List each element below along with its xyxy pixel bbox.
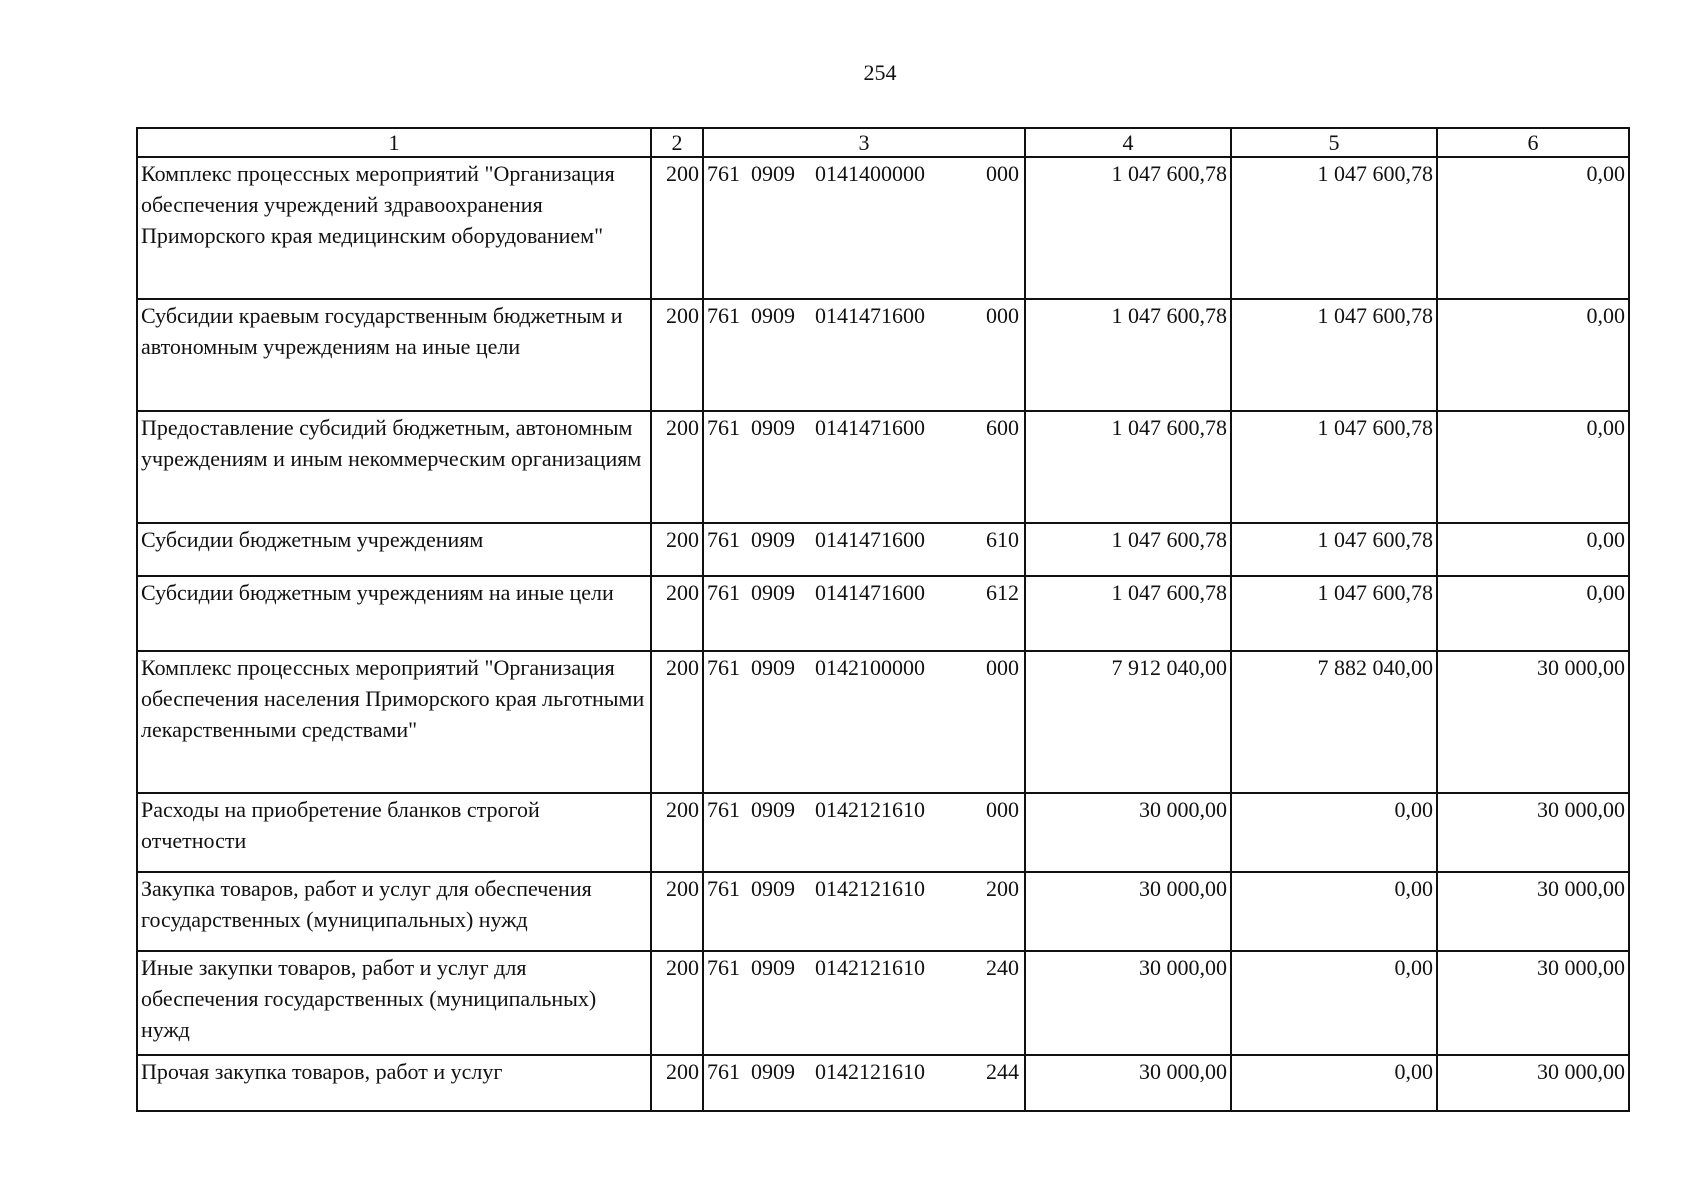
expense-name: Комплекс процессных мероприятий "Организация обеспечения населения Приморского края льготными лекарственными средствами" bbox=[137, 651, 651, 793]
column-header: 5 bbox=[1231, 128, 1437, 157]
table-row bbox=[137, 411, 1629, 523]
grbs-code: 200 bbox=[651, 872, 703, 951]
budget-table bbox=[136, 127, 1630, 1112]
classification-codes bbox=[703, 411, 1025, 523]
classification-codes bbox=[703, 523, 1025, 576]
column-header: 6 bbox=[1437, 128, 1629, 157]
target-article-code: 0142121610 bbox=[815, 955, 925, 980]
department-code: 761 bbox=[707, 415, 740, 440]
classification-codes bbox=[703, 651, 1025, 793]
grbs-code: 200 bbox=[651, 299, 703, 411]
grbs-code: 200 bbox=[651, 793, 703, 872]
table-row bbox=[137, 793, 1629, 872]
grbs-code: 200 bbox=[651, 411, 703, 523]
target-article-code: 0142100000 bbox=[815, 655, 925, 680]
department-code: 761 bbox=[707, 1059, 740, 1084]
amount-col6: 0,00 bbox=[1437, 299, 1629, 411]
expense-type-code: 000 bbox=[986, 303, 1019, 328]
amount-col5: 7 882 040,00 bbox=[1231, 651, 1437, 793]
amount-col4: 30 000,00 bbox=[1025, 951, 1231, 1055]
grbs-code: 200 bbox=[651, 1055, 703, 1111]
amount-col6: 0,00 bbox=[1437, 411, 1629, 523]
section-code: 0909 bbox=[751, 876, 795, 901]
expense-name: Расходы на приобретение бланков строгой отчетности bbox=[137, 793, 651, 872]
grbs-code: 200 bbox=[651, 951, 703, 1055]
amount-col6: 30 000,00 bbox=[1437, 651, 1629, 793]
column-header: 4 bbox=[1025, 128, 1231, 157]
expense-type-code: 000 bbox=[986, 655, 1019, 680]
amount-col4: 1 047 600,78 bbox=[1025, 523, 1231, 576]
target-article-code: 0141471600 bbox=[815, 580, 925, 605]
amount-col5: 0,00 bbox=[1231, 872, 1437, 951]
column-header: 3 bbox=[703, 128, 1025, 157]
section-code: 0909 bbox=[751, 580, 795, 605]
grbs-code: 200 bbox=[651, 576, 703, 651]
table-row bbox=[137, 951, 1629, 1055]
expense-name: Иные закупки товаров, работ и услуг для обеспечения государственных (муниципальных) нужд bbox=[137, 951, 651, 1055]
amount-col5: 0,00 bbox=[1231, 793, 1437, 872]
expense-type-code: 610 bbox=[986, 527, 1019, 552]
section-code: 0909 bbox=[751, 655, 795, 680]
amount-col5: 0,00 bbox=[1231, 1055, 1437, 1111]
page-number: 254 bbox=[863, 60, 897, 85]
department-code: 761 bbox=[707, 527, 740, 552]
amount-col5: 1 047 600,78 bbox=[1231, 523, 1437, 576]
amount-col5: 1 047 600,78 bbox=[1231, 157, 1437, 299]
classification-codes bbox=[703, 576, 1025, 651]
table-row bbox=[137, 872, 1629, 951]
amount-col5: 1 047 600,78 bbox=[1231, 576, 1437, 651]
expense-type-code: 200 bbox=[986, 876, 1019, 901]
department-code: 761 bbox=[707, 580, 740, 605]
amount-col6: 0,00 bbox=[1437, 576, 1629, 651]
expense-name: Субсидии краевым государственным бюджетным и автономным учреждениям на иные цели bbox=[137, 299, 651, 411]
expense-type-code: 240 bbox=[986, 955, 1019, 980]
amount-col4: 30 000,00 bbox=[1025, 793, 1231, 872]
target-article-code: 0141400000 bbox=[815, 161, 925, 186]
expense-type-code: 600 bbox=[986, 415, 1019, 440]
amount-col6: 0,00 bbox=[1437, 523, 1629, 576]
amount-col5: 0,00 bbox=[1231, 951, 1437, 1055]
department-code: 761 bbox=[707, 303, 740, 328]
amount-col4: 1 047 600,78 bbox=[1025, 576, 1231, 651]
classification-codes bbox=[703, 872, 1025, 951]
section-code: 0909 bbox=[751, 161, 795, 186]
section-code: 0909 bbox=[751, 1059, 795, 1084]
section-code: 0909 bbox=[751, 527, 795, 552]
classification-codes bbox=[703, 1055, 1025, 1111]
table-row bbox=[137, 1055, 1629, 1111]
amount-col6: 30 000,00 bbox=[1437, 1055, 1629, 1111]
amount-col6: 0,00 bbox=[1437, 157, 1629, 299]
column-header: 1 bbox=[137, 128, 651, 157]
expense-name: Комплекс процессных мероприятий "Организация обеспечения учреждений здравоохранения Приморского края медицинским оборудованием" bbox=[137, 157, 651, 299]
classification-codes bbox=[703, 793, 1025, 872]
table-header-row bbox=[137, 128, 1629, 157]
expense-name: Прочая закупка товаров, работ и услуг bbox=[137, 1055, 651, 1111]
expense-type-code: 244 bbox=[986, 1059, 1019, 1084]
amount-col4: 30 000,00 bbox=[1025, 872, 1231, 951]
amount-col4: 30 000,00 bbox=[1025, 1055, 1231, 1111]
amount-col4: 1 047 600,78 bbox=[1025, 299, 1231, 411]
department-code: 761 bbox=[707, 655, 740, 680]
target-article-code: 0142121610 bbox=[815, 1059, 925, 1084]
expense-type-code: 000 bbox=[986, 797, 1019, 822]
amount-col6: 30 000,00 bbox=[1437, 793, 1629, 872]
amount-col4: 7 912 040,00 bbox=[1025, 651, 1231, 793]
section-code: 0909 bbox=[751, 415, 795, 440]
amount-col4: 1 047 600,78 bbox=[1025, 157, 1231, 299]
target-article-code: 0141471600 bbox=[815, 527, 925, 552]
classification-codes bbox=[703, 299, 1025, 411]
expense-type-code: 000 bbox=[986, 161, 1019, 186]
table-row bbox=[137, 576, 1629, 651]
classification-codes bbox=[703, 951, 1025, 1055]
department-code: 761 bbox=[707, 797, 740, 822]
target-article-code: 0141471600 bbox=[815, 303, 925, 328]
target-article-code: 0141471600 bbox=[815, 415, 925, 440]
grbs-code: 200 bbox=[651, 523, 703, 576]
section-code: 0909 bbox=[751, 955, 795, 980]
table-row bbox=[137, 299, 1629, 411]
amount-col5: 1 047 600,78 bbox=[1231, 299, 1437, 411]
target-article-code: 0142121610 bbox=[815, 876, 925, 901]
column-header: 2 bbox=[651, 128, 703, 157]
amount-col5: 1 047 600,78 bbox=[1231, 411, 1437, 523]
expense-name: Закупка товаров, работ и услуг для обеспечения государственных (муниципальных) нужд bbox=[137, 872, 651, 951]
table-row bbox=[137, 157, 1629, 299]
classification-codes bbox=[703, 157, 1025, 299]
amount-col6: 30 000,00 bbox=[1437, 872, 1629, 951]
expense-name: Субсидии бюджетным учреждениям на иные цели bbox=[137, 576, 651, 651]
expense-name: Субсидии бюджетным учреждениям bbox=[137, 523, 651, 576]
table-row bbox=[137, 651, 1629, 793]
grbs-code: 200 bbox=[651, 651, 703, 793]
expense-type-code: 612 bbox=[986, 580, 1019, 605]
grbs-code: 200 bbox=[651, 157, 703, 299]
section-code: 0909 bbox=[751, 303, 795, 328]
department-code: 761 bbox=[707, 161, 740, 186]
department-code: 761 bbox=[707, 955, 740, 980]
section-code: 0909 bbox=[751, 797, 795, 822]
amount-col4: 1 047 600,78 bbox=[1025, 411, 1231, 523]
expense-name: Предоставление субсидий бюджетным, автономным учреждениям и иным некоммерческим организациям bbox=[137, 411, 651, 523]
department-code: 761 bbox=[707, 876, 740, 901]
table-row bbox=[137, 523, 1629, 576]
target-article-code: 0142121610 bbox=[815, 797, 925, 822]
amount-col6: 30 000,00 bbox=[1437, 951, 1629, 1055]
